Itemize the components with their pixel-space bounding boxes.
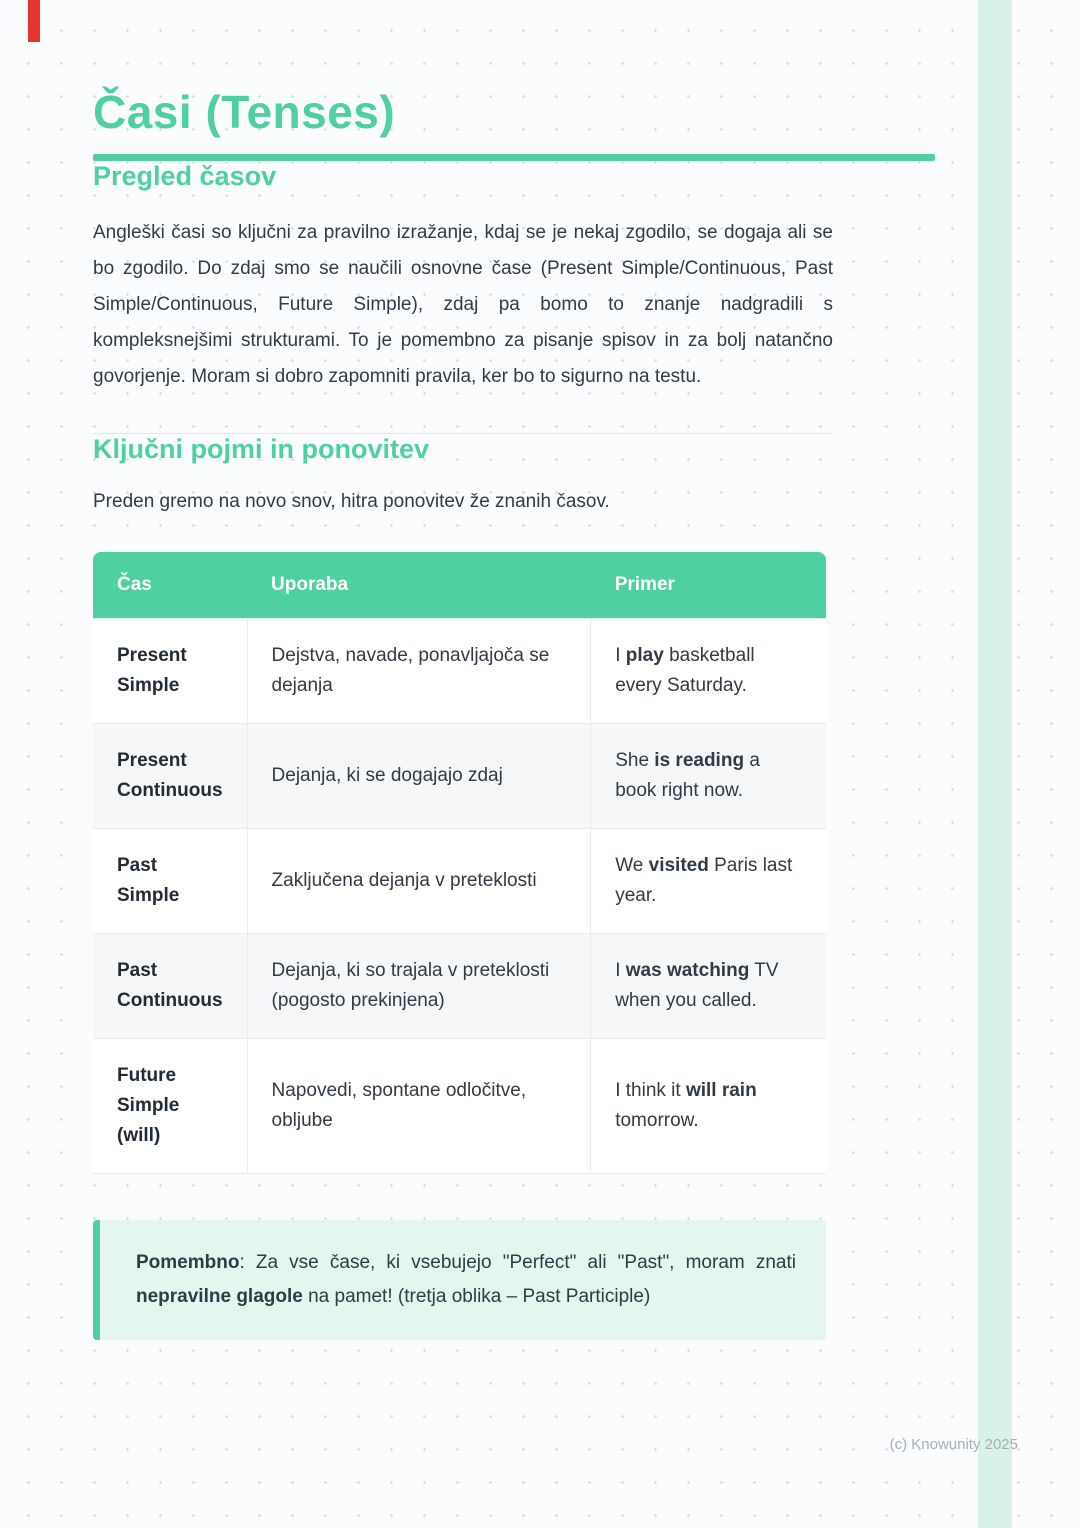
important-callout-text: Pomembno: Za vse čase, ki vsebujejo "Perfect" ali "Past", moram znati nepravilne glagole na pamet! (tretja oblika – Past Participle) [136, 1252, 796, 1307]
table-row [93, 829, 826, 934]
key-concepts-intro: Preden gremo na novo snov, hitra ponovitev že znanih časov. [93, 491, 610, 512]
cell-example: I was watching TV when you called. [591, 934, 826, 1039]
cell-tense: Present Simple [93, 619, 247, 724]
overview-paragraph: Angleški časi so ključni za pravilno izražanje, kdaj se je nekaj zgodilo, se dogaja ali se bo zgodilo. Do zdaj smo se naučili osnovne čase (Present Simple/Continuous, Past Simple/Continuous, Future Simple), zdaj pa bomo to znanje nadgradili s kompleksnejšimi strukturami. To je pomembno za pisanje spisov in za bolj natančno govorjenje. Moram si dobro zapomniti pravila, ker bo to sigurno na testu. [93, 222, 833, 387]
column-header: Uporaba [247, 552, 591, 619]
important-callout [93, 1220, 826, 1340]
cell-example: I play basketball every Saturday. [591, 619, 826, 724]
section-heading-overview: Pregled časov [93, 161, 277, 191]
cell-usage: Napovedi, spontane odločitve, obljube [247, 1039, 591, 1174]
cell-tense: Future Simple (will) [93, 1039, 247, 1174]
cell-example: We visited Paris last year. [591, 829, 826, 934]
tense-table-body [93, 619, 826, 1174]
column-header: Primer [591, 552, 826, 619]
column-header: Čas [93, 552, 247, 619]
cell-usage: Dejstva, navade, ponavljajoča se dejanja [247, 619, 591, 724]
cell-example: I think it will rain tomorrow. [591, 1039, 826, 1174]
cell-usage: Dejanja, ki se dogajajo zdaj [247, 724, 591, 829]
page-title: Časi (Tenses) [93, 86, 396, 138]
footer-credit: (c) Knowunity 2025 [889, 1436, 1018, 1453]
cell-tense: Present Continuous [93, 724, 247, 829]
cell-usage: Zaključena dejanja v preteklosti [247, 829, 591, 934]
cell-example: She is reading a book right now. [591, 724, 826, 829]
cell-tense: Past Continuous [93, 934, 247, 1039]
tense-table [93, 552, 826, 1174]
page-right-accent-stripe [978, 0, 1012, 1528]
tense-table-header-row [93, 552, 826, 619]
section-heading-key-concepts: Ključni pojmi in ponovitev [93, 434, 430, 464]
cell-tense: Past Simple [93, 829, 247, 934]
table-row [93, 1039, 826, 1174]
title-underline-rule [93, 154, 935, 161]
table-row [93, 934, 826, 1039]
cell-usage: Dejanja, ki so trajala v preteklosti (pogosto prekinjena) [247, 934, 591, 1039]
table-row [93, 619, 826, 724]
table-row [93, 724, 826, 829]
